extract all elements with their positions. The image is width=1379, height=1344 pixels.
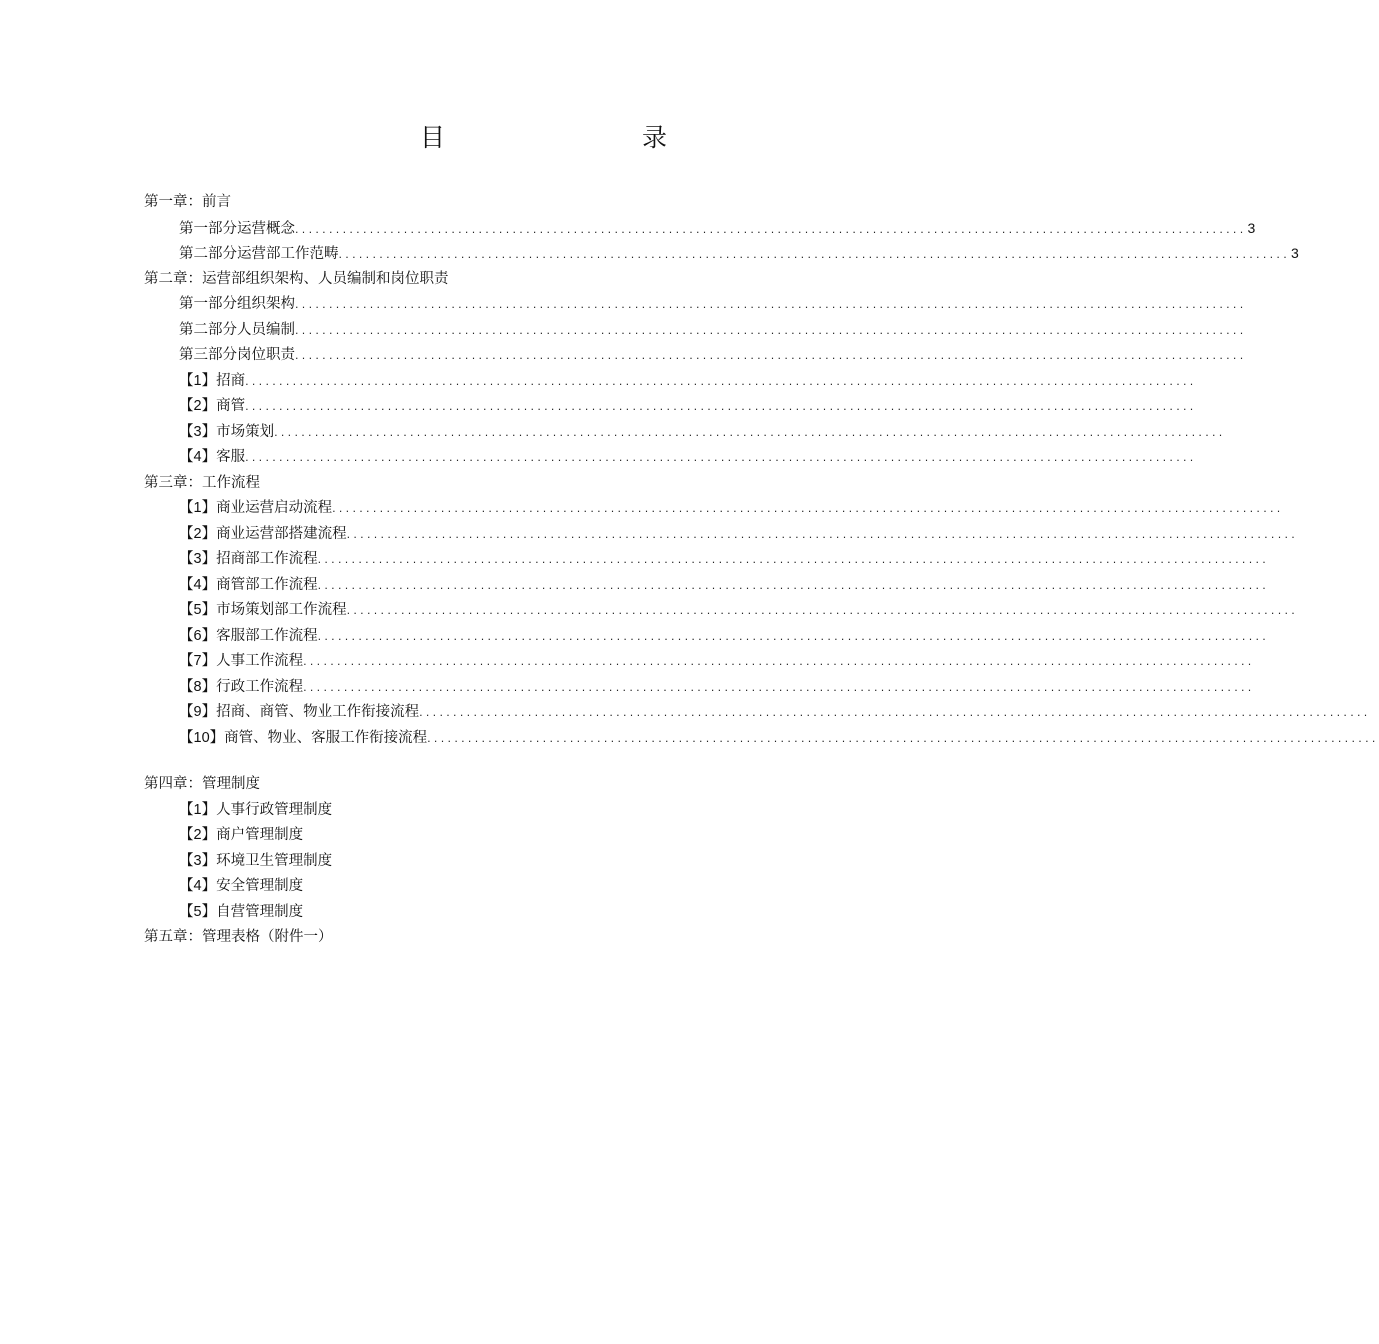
toc-row — [144, 925, 864, 951]
toc-entry-label: 【5】自营管理制度 — [179, 903, 304, 920]
toc-row — [144, 343, 1247, 369]
toc-entry-text: 商业运营启动流程 — [216, 500, 333, 516]
dot-leader: ............................................................................................................................................ — [245, 451, 1197, 464]
dot-leader: ............................................................................................................................................ — [346, 527, 1299, 541]
toc-chapter — [144, 772, 260, 798]
toc-entry-label: 第二章：运营部组织架构、人员编制和岗位职责 — [144, 270, 449, 287]
toc-entry — [179, 318, 1247, 344]
toc-entry-text: 商业运营部搭建流程 — [216, 525, 347, 542]
dot-leader: ............................................................................................................................................ — [274, 425, 1226, 439]
toc-entry-number: 5 — [193, 903, 202, 920]
dot-leader: ............................................................................................................................................ — [427, 731, 1379, 745]
toc-row — [144, 823, 864, 849]
toc-entry-label: 第五章：管理表格（附件一） — [144, 929, 333, 945]
toc-entry-label: 【3】招商部工作流程 — [179, 551, 318, 567]
toc-entry — [179, 369, 1197, 395]
toc-entry-text: 招商 — [216, 372, 246, 389]
toc-row — [144, 624, 1270, 650]
toc-entry-number: 4 — [193, 449, 202, 465]
toc-entry-label: 第四章：管理制度 — [144, 776, 260, 792]
toc-entry — [179, 649, 1255, 675]
toc-entry — [179, 343, 1247, 369]
toc-entry-number: 5 — [193, 602, 202, 618]
toc-entry-label: 第一部分组织架构 — [179, 296, 295, 312]
toc-row — [144, 874, 864, 900]
toc-entry-text: 市场策划 — [216, 423, 275, 440]
table-of-contents — [144, 190, 1379, 951]
toc-entry-number: 2 — [193, 827, 202, 843]
toc-row — [144, 849, 864, 875]
dot-leader: ............................................................................................................................................ — [317, 553, 1270, 566]
toc-page-number: 3 — [1247, 219, 1256, 236]
dot-leader: ............................................................................................................................................ — [295, 349, 1247, 362]
dot-leader: ............................................................................................................................................ — [245, 374, 1197, 388]
toc-chapter — [144, 925, 333, 951]
toc-entry-number: 8 — [193, 678, 202, 695]
toc-entry — [179, 216, 1256, 242]
toc-title-part2: 录 — [642, 123, 668, 152]
toc-entry — [179, 241, 1299, 267]
toc-entry-text: 自营管理制度 — [216, 903, 304, 920]
dot-leader: ............................................................................................................................................ — [295, 222, 1247, 236]
toc-entry-label: 第二部分人员编制 — [179, 321, 295, 338]
toc-chapter — [144, 267, 449, 293]
dot-leader: ............................................................................................................................................ — [332, 502, 1284, 515]
toc-row — [144, 598, 1299, 624]
toc-title-part1: 目 — [420, 123, 446, 152]
toc-entry — [179, 496, 1284, 522]
toc-entry-number: 6 — [193, 627, 202, 644]
toc-entry — [179, 798, 332, 824]
toc-row — [144, 700, 1371, 726]
dot-leader: ............................................................................................................................................ — [303, 655, 1255, 668]
toc-entry-label: 【3】市场策划 — [179, 423, 275, 440]
toc-entry — [179, 849, 332, 875]
toc-row — [144, 318, 1247, 344]
dot-leader: ............................................................................................................................................ — [295, 298, 1247, 311]
toc-row — [144, 772, 864, 798]
toc-entry-label: 【1】人事行政管理制度 — [179, 801, 333, 818]
toc-page-number: 3 — [1291, 245, 1299, 261]
toc-entry — [179, 598, 1299, 624]
toc-row — [144, 573, 1270, 599]
toc-row — [144, 547, 1270, 573]
toc-entry-number: 1 — [193, 500, 202, 516]
toc-entry-number: 10 — [193, 729, 210, 746]
toc-entry — [179, 823, 303, 849]
toc-entry-number: 7 — [193, 653, 202, 669]
toc-entry-text: 商管部工作流程 — [216, 576, 318, 593]
toc-row — [144, 471, 864, 497]
toc-entry-label: 【8】行政工作流程 — [179, 678, 304, 695]
toc-entry — [179, 445, 1197, 471]
toc-entry-number: 1 — [193, 801, 202, 818]
toc-entry-text: 商户管理制度 — [216, 827, 304, 843]
toc-entry — [179, 292, 1247, 318]
toc-entry-label: 【2】商管 — [179, 398, 246, 414]
toc-entry-label: 【4】客服 — [179, 449, 246, 465]
toc-entry-text: 市场策划部工作流程 — [216, 602, 347, 618]
toc-entry-text: 人事工作流程 — [216, 653, 304, 669]
toc-entry — [179, 394, 1197, 420]
toc-entry-number: 3 — [193, 852, 202, 869]
toc-entry-label: 【7】人事工作流程 — [179, 653, 304, 669]
toc-entry-number: 4 — [193, 878, 202, 894]
toc-entry-label: 【1】商业运营启动流程 — [179, 500, 333, 516]
toc-entry-label: 【6】客服部工作流程 — [179, 627, 318, 644]
toc-entry — [179, 700, 1371, 726]
toc-entry — [179, 420, 1226, 446]
toc-entry-label: 第三部分岗位职责 — [179, 347, 295, 363]
toc-entry-label: 【4】商管部工作流程 — [179, 576, 318, 593]
toc-entry — [179, 573, 1270, 599]
toc-row — [144, 726, 1379, 752]
toc-row — [144, 649, 1255, 675]
toc-row — [144, 420, 1226, 446]
dot-leader: ............................................................................................................................................ — [317, 629, 1270, 643]
toc-entry-text: 人事行政管理制度 — [216, 801, 333, 818]
toc-entry-number: 3 — [193, 551, 202, 567]
toc-entry-number: 4 — [193, 576, 202, 593]
toc-entry-number: 2 — [193, 398, 202, 414]
dot-leader: ............................................................................................................................................ — [295, 323, 1247, 337]
toc-entry — [179, 547, 1270, 573]
toc-entry — [179, 624, 1270, 650]
toc-row — [144, 496, 1284, 522]
toc-title — [0, 118, 950, 158]
toc-entry-label: 【9】招商、商管、物业工作衔接流程 — [179, 704, 420, 720]
toc-chapter — [144, 471, 260, 497]
toc-entry-label: 【5】市场策划部工作流程 — [179, 602, 347, 618]
toc-entry-number: 3 — [193, 423, 202, 440]
toc-entry — [179, 726, 1379, 752]
toc-entry-label: 【2】商户管理制度 — [179, 827, 304, 843]
toc-entry — [179, 522, 1299, 548]
toc-row — [144, 675, 1255, 701]
toc-entry-label: 第一部分运营概念 — [179, 220, 295, 237]
toc-entry — [179, 900, 303, 926]
toc-entry — [179, 874, 303, 900]
toc-row — [144, 292, 1247, 318]
toc-entry-text: 环境卫生管理制度 — [216, 852, 333, 869]
toc-row — [144, 522, 1299, 548]
toc-row — [144, 798, 864, 824]
toc-entry — [179, 675, 1255, 701]
toc-row — [144, 900, 864, 926]
toc-chapter — [144, 190, 231, 216]
toc-entry-label: 第三章：工作流程 — [144, 474, 260, 491]
toc-entry-label: 【3】环境卫生管理制度 — [179, 852, 333, 869]
toc-row — [144, 445, 1197, 471]
toc-entry-number: 2 — [193, 525, 202, 542]
toc-entry-text: 商管、物业、客服工作衔接流程 — [224, 729, 428, 746]
toc-entry-text: 客服 — [216, 449, 246, 465]
dot-leader: ............................................................................................................................................ — [338, 248, 1291, 261]
toc-entry-label: 【2】商业运营部搭建流程 — [179, 525, 347, 542]
toc-entry-label: 【4】安全管理制度 — [179, 878, 304, 894]
toc-entry-text: 招商部工作流程 — [216, 551, 318, 567]
toc-entry-text: 招商、商管、物业工作衔接流程 — [216, 704, 420, 720]
toc-entry-text: 安全管理制度 — [216, 878, 304, 894]
toc-entry-text: 商管 — [216, 398, 246, 414]
toc-row — [144, 190, 864, 216]
dot-leader: ............................................................................................................................................ — [419, 706, 1371, 719]
toc-entry-label: 【10】商管、物业、客服工作衔接流程 — [179, 729, 428, 746]
dot-leader: ............................................................................................................................................ — [317, 578, 1270, 592]
toc-entry-label: 第一章：前言 — [144, 194, 231, 210]
toc-row — [144, 216, 1256, 242]
toc-row — [144, 267, 864, 293]
toc-entry-label: 【1】招商 — [179, 372, 246, 389]
dot-leader: ............................................................................................................................................ — [346, 604, 1299, 617]
dot-leader: ............................................................................................................................................ — [245, 400, 1197, 413]
toc-row — [144, 241, 1299, 267]
toc-row — [144, 369, 1197, 395]
toc-entry-label: 第二部分运营部工作范畴 — [179, 246, 339, 262]
toc-entry-text: 行政工作流程 — [216, 678, 304, 695]
toc-spacer — [144, 751, 864, 772]
toc-entry-number: 1 — [193, 372, 202, 389]
toc-entry-number: 9 — [193, 704, 202, 720]
toc-entry-text: 客服部工作流程 — [216, 627, 318, 644]
dot-leader: ............................................................................................................................................ — [303, 680, 1255, 694]
toc-row — [144, 394, 1197, 420]
